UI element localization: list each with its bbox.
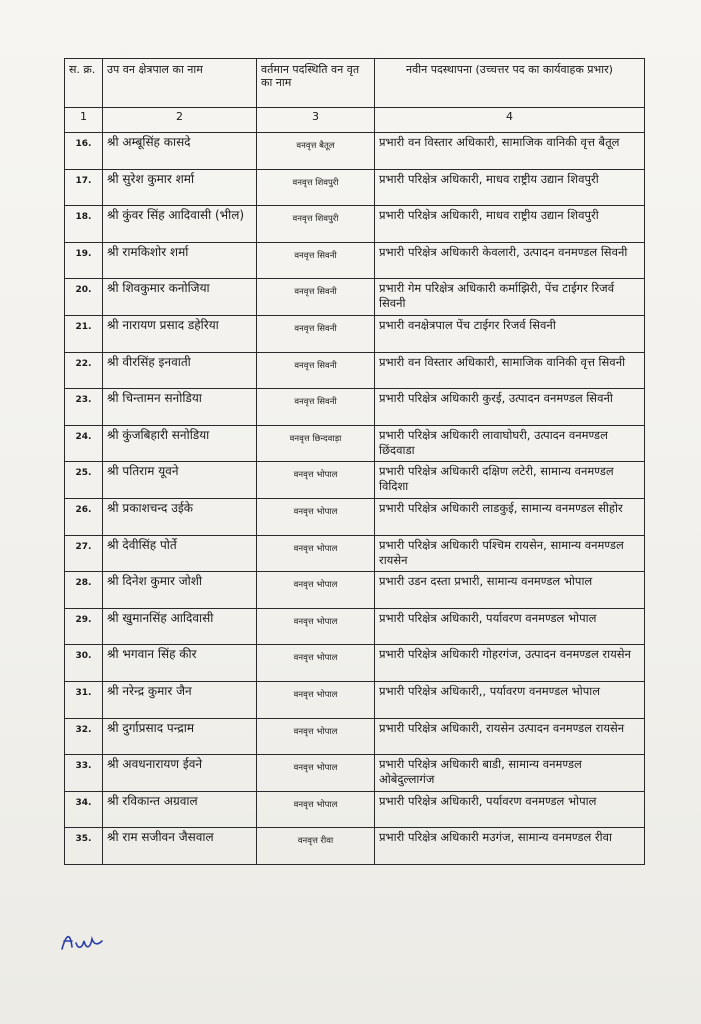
row-name: श्री अम्बूसिंह कासदे bbox=[103, 133, 257, 170]
row-sno: 26. bbox=[65, 498, 103, 535]
row-sno: 34. bbox=[65, 791, 103, 828]
row-sno: 22. bbox=[65, 352, 103, 389]
header-new-posting: नवीन पदस्थापना (उच्चत्तर पद का कार्यवाहक प्रभार) bbox=[375, 59, 645, 108]
row-current-circle: वनवृत्त भोपाल bbox=[257, 755, 375, 792]
row-new-posting: प्रभारी परिक्षेत्र अधिकारी लावाघोघरी, उत्पादन वनमण्डल छिंदवाडा bbox=[375, 425, 645, 462]
row-current-circle: वनवृत्त सिवनी bbox=[257, 279, 375, 316]
table-row bbox=[65, 645, 645, 682]
row-name: श्री नारायण प्रसाद डहेरिया bbox=[103, 315, 257, 352]
table-row bbox=[65, 791, 645, 828]
row-sno: 35. bbox=[65, 828, 103, 865]
row-new-posting: प्रभारी परिक्षेत्र अधिकारी, पर्यावरण वनमण्डल भोपाल bbox=[375, 608, 645, 645]
table-row bbox=[65, 608, 645, 645]
posting-table bbox=[64, 58, 645, 865]
table-row bbox=[65, 425, 645, 462]
row-sno: 20. bbox=[65, 279, 103, 316]
row-current-circle: वनवृत्त शिवपुरी bbox=[257, 206, 375, 243]
row-name: श्री भगवान सिंह कीर bbox=[103, 645, 257, 682]
row-new-posting: प्रभारी परिक्षेत्र अधिकारी दक्षिण लटेरी, सामान्य वनमण्डल विदिशा bbox=[375, 462, 645, 499]
header-current-circle: वर्तमान पदस्थिति वन वृत का नाम bbox=[257, 59, 375, 108]
row-new-posting: प्रभारी वन विस्तार अधिकारी, सामाजिक वानिकी वृत्त बैतूल bbox=[375, 133, 645, 170]
row-current-circle: वनवृत्त भोपाल bbox=[257, 791, 375, 828]
row-current-circle: वनवृत्त सिवनी bbox=[257, 389, 375, 426]
row-new-posting: प्रभारी परिक्षेत्र अधिकारी, पर्यावरण वनमण्डल भोपाल bbox=[375, 791, 645, 828]
row-sno: 16. bbox=[65, 133, 103, 170]
table-row bbox=[65, 535, 645, 572]
table-row bbox=[65, 315, 645, 352]
row-sno: 21. bbox=[65, 315, 103, 352]
row-name: श्री चिन्तामन सनोडिया bbox=[103, 389, 257, 426]
row-sno: 32. bbox=[65, 718, 103, 755]
table-row bbox=[65, 462, 645, 499]
header-sno: स. क्र. bbox=[65, 59, 103, 108]
row-name: श्री वीरसिंह इनवाती bbox=[103, 352, 257, 389]
row-new-posting: प्रभारी गेम परिक्षेत्र अधिकारी कर्माझिरी, पेंच टाईगर रिजर्व सिवनी bbox=[375, 279, 645, 316]
row-new-posting: प्रभारी परिक्षेत्र अधिकारी, माधव राष्ट्रीय उद्यान शिवपुरी bbox=[375, 206, 645, 243]
row-sno: 24. bbox=[65, 425, 103, 462]
row-current-circle: वनवृत्त शिवपुरी bbox=[257, 169, 375, 206]
row-current-circle: वनवृत्त रीवा bbox=[257, 828, 375, 865]
row-current-circle: वनवृत्त भोपाल bbox=[257, 718, 375, 755]
table-row bbox=[65, 169, 645, 206]
row-new-posting: प्रभारी परिक्षेत्र अधिकारी, रायसेन उत्पादन वनमण्डल रायसेन bbox=[375, 718, 645, 755]
row-new-posting: प्रभारी परिक्षेत्र अधिकारी केवलारी, उत्पादन वनमण्डल सिवनी bbox=[375, 242, 645, 279]
table-row bbox=[65, 242, 645, 279]
row-new-posting: प्रभारी परिक्षेत्र अधिकारी कुरई, उत्पादन वनमण्डल सिवनी bbox=[375, 389, 645, 426]
row-sno: 17. bbox=[65, 169, 103, 206]
row-current-circle: वनवृत्त सिवनी bbox=[257, 315, 375, 352]
row-current-circle: वनवृत्त भोपाल bbox=[257, 681, 375, 718]
row-name: श्री कुंजबिहारी सनोडिया bbox=[103, 425, 257, 462]
row-sno: 18. bbox=[65, 206, 103, 243]
row-current-circle: वनवृत्त बैतूल bbox=[257, 133, 375, 170]
row-sno: 28. bbox=[65, 572, 103, 609]
header-name: उप वन क्षेत्रपाल का नाम bbox=[103, 59, 257, 108]
table-row bbox=[65, 755, 645, 792]
row-name: श्री खुमानसिंह आदिवासी bbox=[103, 608, 257, 645]
row-new-posting: प्रभारी वन विस्तार अधिकारी, सामाजिक वानिकी वृत्त सिवनी bbox=[375, 352, 645, 389]
row-new-posting: प्रभारी परिक्षेत्र अधिकारी बाडी, सामान्य वनमण्डल ओबेदुल्लागंज bbox=[375, 755, 645, 792]
table-row bbox=[65, 498, 645, 535]
row-name: श्री अवधनारायण ईवने bbox=[103, 755, 257, 792]
row-name: श्री शिवकुमार कनोजिया bbox=[103, 279, 257, 316]
row-current-circle: वनवृत्त भोपाल bbox=[257, 535, 375, 572]
row-sno: 27. bbox=[65, 535, 103, 572]
table-row bbox=[65, 133, 645, 170]
table-row bbox=[65, 572, 645, 609]
row-new-posting: प्रभारी परिक्षेत्र अधिकारी मउगंज, सामान्य वनमण्डल रीवा bbox=[375, 828, 645, 865]
row-current-circle: वनवृत्त भोपाल bbox=[257, 462, 375, 499]
row-current-circle: वनवृत्त छिन्दवाड़ा bbox=[257, 425, 375, 462]
row-new-posting: प्रभारी उडन दस्ता प्रभारी, सामान्य वनमण्डल भोपाल bbox=[375, 572, 645, 609]
row-new-posting: प्रभारी वनक्षेत्रपाल पेंच टाईगर रिजर्व सिवनी bbox=[375, 315, 645, 352]
row-name: श्री दुर्गाप्रसाद पन्द्राम bbox=[103, 718, 257, 755]
row-new-posting: प्रभारी परिक्षेत्र अधिकारी लाडकुई, सामान्य वनमण्डल सीहोर bbox=[375, 498, 645, 535]
row-new-posting: प्रभारी परिक्षेत्र अधिकारी,, पर्यावरण वनमण्डल भोपाल bbox=[375, 681, 645, 718]
table-row bbox=[65, 718, 645, 755]
row-current-circle: वनवृत्त सिवनी bbox=[257, 352, 375, 389]
row-current-circle: वनवृत्त भोपाल bbox=[257, 572, 375, 609]
row-sno: 23. bbox=[65, 389, 103, 426]
table-row bbox=[65, 279, 645, 316]
row-sno: 19. bbox=[65, 242, 103, 279]
table-row bbox=[65, 828, 645, 865]
row-name: श्री सुरेश कुमार शर्मा bbox=[103, 169, 257, 206]
row-name: श्री प्रकाशचन्द उईके bbox=[103, 498, 257, 535]
row-sno: 30. bbox=[65, 645, 103, 682]
row-new-posting: प्रभारी परिक्षेत्र अधिकारी पश्चिम रायसेन, सामान्य वनमण्डल रायसेन bbox=[375, 535, 645, 572]
table-row bbox=[65, 352, 645, 389]
table-body bbox=[65, 133, 645, 865]
row-name: श्री पतिराम यूवने bbox=[103, 462, 257, 499]
row-sno: 25. bbox=[65, 462, 103, 499]
row-name: श्री कुंवर सिंह आदिवासी (भील) bbox=[103, 206, 257, 243]
row-name: श्री नरेन्द्र कुमार जैन bbox=[103, 681, 257, 718]
row-new-posting: प्रभारी परिक्षेत्र अधिकारी, माधव राष्ट्रीय उद्यान शिवपुरी bbox=[375, 169, 645, 206]
row-name: श्री रविकान्त अग्रवाल bbox=[103, 791, 257, 828]
signature-mark bbox=[58, 925, 108, 955]
row-name: श्री रामकिशोर शर्मा bbox=[103, 242, 257, 279]
table-row bbox=[65, 206, 645, 243]
row-name: श्री राम सजीवन जैसवाल bbox=[103, 828, 257, 865]
row-current-circle: वनवृत्त भोपाल bbox=[257, 498, 375, 535]
table-row bbox=[65, 681, 645, 718]
row-name: श्री दिनेश कुमार जोशी bbox=[103, 572, 257, 609]
header-num-2: 2 bbox=[103, 108, 257, 133]
table-row bbox=[65, 389, 645, 426]
row-new-posting: प्रभारी परिक्षेत्र अधिकारी गोहरगंज, उत्पादन वनमण्डल रायसेन bbox=[375, 645, 645, 682]
header-num-1: 1 bbox=[65, 108, 103, 133]
header-num-4: 4 bbox=[375, 108, 645, 133]
row-current-circle: वनवृत्त भोपाल bbox=[257, 608, 375, 645]
row-name: श्री देवीसिंह पोर्ते bbox=[103, 535, 257, 572]
row-sno: 31. bbox=[65, 681, 103, 718]
row-current-circle: वनवृत्त सिवनी bbox=[257, 242, 375, 279]
row-sno: 33. bbox=[65, 755, 103, 792]
row-current-circle: वनवृत्त भोपाल bbox=[257, 645, 375, 682]
row-sno: 29. bbox=[65, 608, 103, 645]
header-num-3: 3 bbox=[257, 108, 375, 133]
